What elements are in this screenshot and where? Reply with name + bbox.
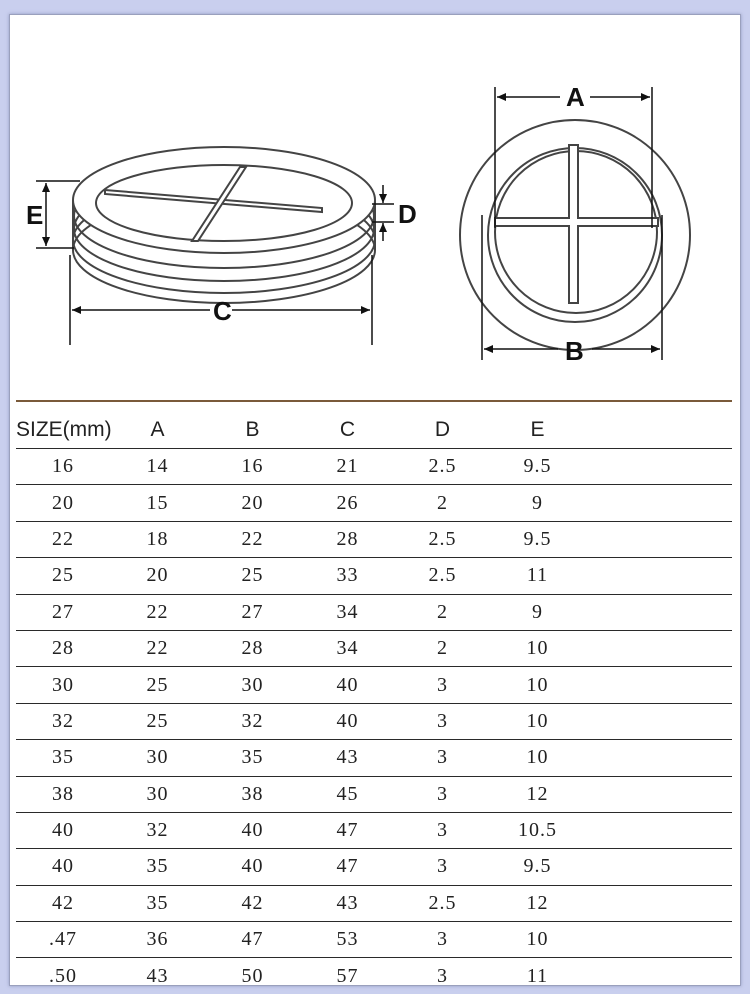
cell-a: 22 [110, 630, 205, 666]
cell-c: 57 [300, 958, 395, 986]
cell-b: 38 [205, 776, 300, 812]
table-row [16, 740, 732, 776]
cell-e: 10 [490, 922, 585, 958]
cell-a: 36 [110, 922, 205, 958]
cell-spacer [585, 776, 732, 812]
cell-c: 28 [300, 521, 395, 557]
cell-c: 40 [300, 703, 395, 739]
cell-a: 30 [110, 740, 205, 776]
header-d: D [395, 412, 490, 449]
cell-e: 10 [490, 667, 585, 703]
header-a: A [110, 412, 205, 449]
header-c: C [300, 412, 395, 449]
cell-d: 3 [395, 958, 490, 986]
cell-d: 2 [395, 485, 490, 521]
cell-size: 40 [16, 812, 110, 848]
label-c: C [213, 296, 232, 326]
table-row [16, 958, 732, 986]
cell-e: 9.5 [490, 849, 585, 885]
cell-e: 9 [490, 594, 585, 630]
table-row [16, 885, 732, 921]
cell-size: 30 [16, 667, 110, 703]
cell-a: 35 [110, 885, 205, 921]
cell-b: 47 [205, 922, 300, 958]
table-row [16, 922, 732, 958]
cell-e: 11 [490, 958, 585, 986]
table-row [16, 485, 732, 521]
cell-e: 11 [490, 558, 585, 594]
table-row [16, 521, 732, 557]
cell-e: 10 [490, 740, 585, 776]
cell-size: .50 [16, 958, 110, 986]
cell-b: 50 [205, 958, 300, 986]
label-d: D [398, 199, 417, 229]
cell-size: 38 [16, 776, 110, 812]
header-b: B [205, 412, 300, 449]
cell-size: 22 [16, 521, 110, 557]
cell-e: 10 [490, 703, 585, 739]
cell-d: 3 [395, 740, 490, 776]
size-table [16, 412, 732, 986]
cell-spacer [585, 703, 732, 739]
cell-c: 53 [300, 922, 395, 958]
cell-a: 43 [110, 958, 205, 986]
cell-c: 45 [300, 776, 395, 812]
cell-d: 3 [395, 922, 490, 958]
cell-spacer [585, 885, 732, 921]
cell-b: 42 [205, 885, 300, 921]
table-top-rule [16, 400, 732, 402]
table-row [16, 812, 732, 848]
cell-d: 2.5 [395, 558, 490, 594]
cell-spacer [585, 667, 732, 703]
spec-card [9, 14, 741, 986]
cell-e: 10 [490, 630, 585, 666]
cell-size: 20 [16, 485, 110, 521]
cell-c: 34 [300, 594, 395, 630]
cell-b: 40 [205, 812, 300, 848]
table-row [16, 667, 732, 703]
cell-c: 21 [300, 449, 395, 485]
cell-size: 32 [16, 703, 110, 739]
cell-size: 35 [16, 740, 110, 776]
cell-b: 35 [205, 740, 300, 776]
cell-e: 9 [490, 485, 585, 521]
table-row [16, 449, 732, 485]
label-b: B [565, 336, 584, 366]
table-row [16, 849, 732, 885]
label-a: A [566, 82, 585, 112]
cell-e: 12 [490, 776, 585, 812]
cell-spacer [585, 630, 732, 666]
cell-a: 14 [110, 449, 205, 485]
cell-spacer [585, 485, 732, 521]
cell-a: 22 [110, 594, 205, 630]
table-row [16, 594, 732, 630]
cell-spacer [585, 849, 732, 885]
cell-c: 47 [300, 812, 395, 848]
cell-e: 12 [490, 885, 585, 921]
table-row [16, 776, 732, 812]
table-row [16, 630, 732, 666]
cell-e: 9.5 [490, 449, 585, 485]
cell-spacer [585, 740, 732, 776]
cell-spacer [585, 922, 732, 958]
cell-a: 32 [110, 812, 205, 848]
cell-d: 3 [395, 667, 490, 703]
cell-c: 33 [300, 558, 395, 594]
cell-d: 2 [395, 630, 490, 666]
cell-d: 2.5 [395, 521, 490, 557]
cell-spacer [585, 958, 732, 986]
header-size: SIZE(mm) [16, 412, 110, 449]
cell-size: 27 [16, 594, 110, 630]
header-spacer [585, 412, 732, 449]
cell-size: 40 [16, 849, 110, 885]
table-row [16, 558, 732, 594]
cell-b: 25 [205, 558, 300, 594]
header-e: E [490, 412, 585, 449]
cell-d: 2.5 [395, 885, 490, 921]
cell-a: 30 [110, 776, 205, 812]
cell-b: 27 [205, 594, 300, 630]
cell-spacer [585, 812, 732, 848]
cell-c: 43 [300, 885, 395, 921]
cell-size: .47 [16, 922, 110, 958]
cell-e: 9.5 [490, 521, 585, 557]
cell-a: 25 [110, 667, 205, 703]
label-e: E [26, 200, 44, 230]
table-row [16, 703, 732, 739]
cell-d: 2.5 [395, 449, 490, 485]
cell-a: 18 [110, 521, 205, 557]
cell-size: 16 [16, 449, 110, 485]
cell-d: 3 [395, 776, 490, 812]
cell-size: 28 [16, 630, 110, 666]
cell-spacer [585, 558, 732, 594]
cell-spacer [585, 521, 732, 557]
dimension-drawing [10, 15, 740, 395]
cell-b: 20 [205, 485, 300, 521]
cell-c: 26 [300, 485, 395, 521]
cell-spacer [585, 594, 732, 630]
cell-b: 30 [205, 667, 300, 703]
cell-spacer [585, 449, 732, 485]
cell-a: 35 [110, 849, 205, 885]
cell-d: 3 [395, 812, 490, 848]
cell-d: 3 [395, 703, 490, 739]
cell-d: 2 [395, 594, 490, 630]
cell-size: 25 [16, 558, 110, 594]
cell-b: 16 [205, 449, 300, 485]
cell-b: 22 [205, 521, 300, 557]
cell-c: 34 [300, 630, 395, 666]
cell-b: 40 [205, 849, 300, 885]
cell-a: 20 [110, 558, 205, 594]
cell-c: 40 [300, 667, 395, 703]
cell-c: 47 [300, 849, 395, 885]
cell-a: 25 [110, 703, 205, 739]
cell-b: 28 [205, 630, 300, 666]
cell-c: 43 [300, 740, 395, 776]
cell-d: 3 [395, 849, 490, 885]
side-view-ring [73, 147, 375, 303]
cell-a: 15 [110, 485, 205, 521]
cell-e: 10.5 [490, 812, 585, 848]
cell-size: 42 [16, 885, 110, 921]
cell-b: 32 [205, 703, 300, 739]
table-header-row [16, 412, 732, 449]
